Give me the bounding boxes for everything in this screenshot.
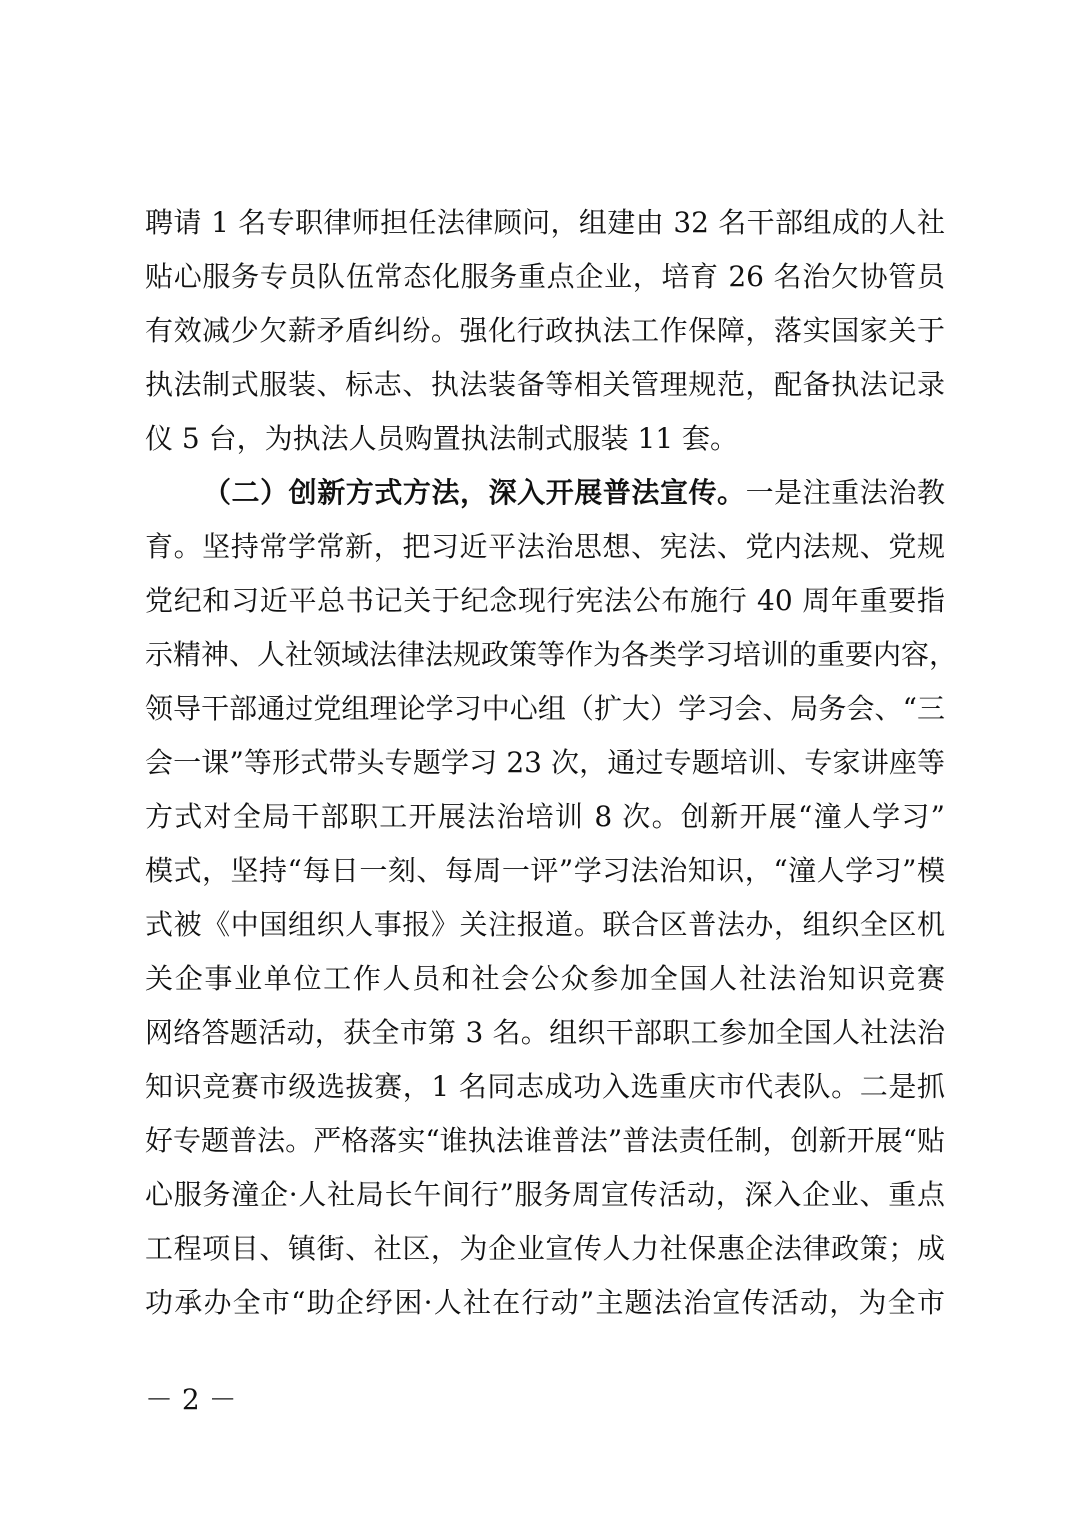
page-number: － 2 － [145,1383,237,1416]
text-line: 执法制式服装、标志、执法装备等相关管理规范，配备执法记录 [145,368,945,401]
text-line: 工程项目、镇街、社区，为企业宣传人力社保惠企法律政策；成 [145,1232,945,1265]
text-line: 贴心服务专员队伍常态化服务重点企业，培育 26 名治欠协管员 [145,260,945,293]
text-line: 聘请 1 名专职律师担任法律顾问，组建由 32 名干部组成的人社 [145,206,945,239]
text-line: 式被《中国组织人事报》关注报道。联合区普法办，组织全区机 [145,908,945,941]
text-line: 会一课”等形式带头专题学习 23 次，通过专题培训、专家讲座等 [145,746,945,779]
body-text [145,196,958,1330]
text-line: 关企事业单位工作人员和社会公众参加全国人社法治知识竞赛 [145,962,945,995]
text-line: 好专题普法。严格落实“谁执法谁普法”普法责任制，创新开展“贴 [145,1124,945,1157]
text-line: 育。坚持常学常新，把习近平法治思想、宪法、党内法规、党规 [145,530,945,563]
text-line: 有效减少欠薪矛盾纠纷。强化行政执法工作保障，落实国家关于 [145,314,945,347]
text-line: 领导干部通过党组理论学习中心组（扩大）学习会、局务会、“三 [145,692,945,725]
section-heading-line [145,466,945,520]
text-line: 方式对全局干部职工开展法治培训 8 次。创新开展“潼人学习” [145,800,945,833]
text-line: 示精神、人社领域法律法规政策等作为各类学习培训的重要内容， [145,638,958,671]
text-line: 党纪和习近平总书记关于纪念现行宪法公布施行 40 周年重要指 [145,584,945,617]
text-line: 仪 5 台，为执法人员购置执法制式服装 11 套。 [145,422,739,455]
text-line: 知识竞赛市级选拔赛，1 名同志成功入选重庆市代表队。二是抓 [145,1070,945,1103]
text-line: 心服务潼企·人社局长午间行”服务周宣传活动，深入企业、重点 [145,1178,945,1211]
text-line: 功承办全市“助企纾困·人社在行动”主题法治宣传活动，为全市 [145,1286,945,1319]
text-line: 模式，坚持“每日一刻、每周一评”学习法治知识，“潼人学习”模 [145,854,945,887]
section-heading: （二）创新方式方法，深入开展普法宣传。 [203,476,746,509]
section-first-line-text: 一是注重法治教 [745,476,945,509]
text-line: 网络答题活动，获全市第 3 名。组织干部职工参加全国人社法治 [145,1016,945,1049]
